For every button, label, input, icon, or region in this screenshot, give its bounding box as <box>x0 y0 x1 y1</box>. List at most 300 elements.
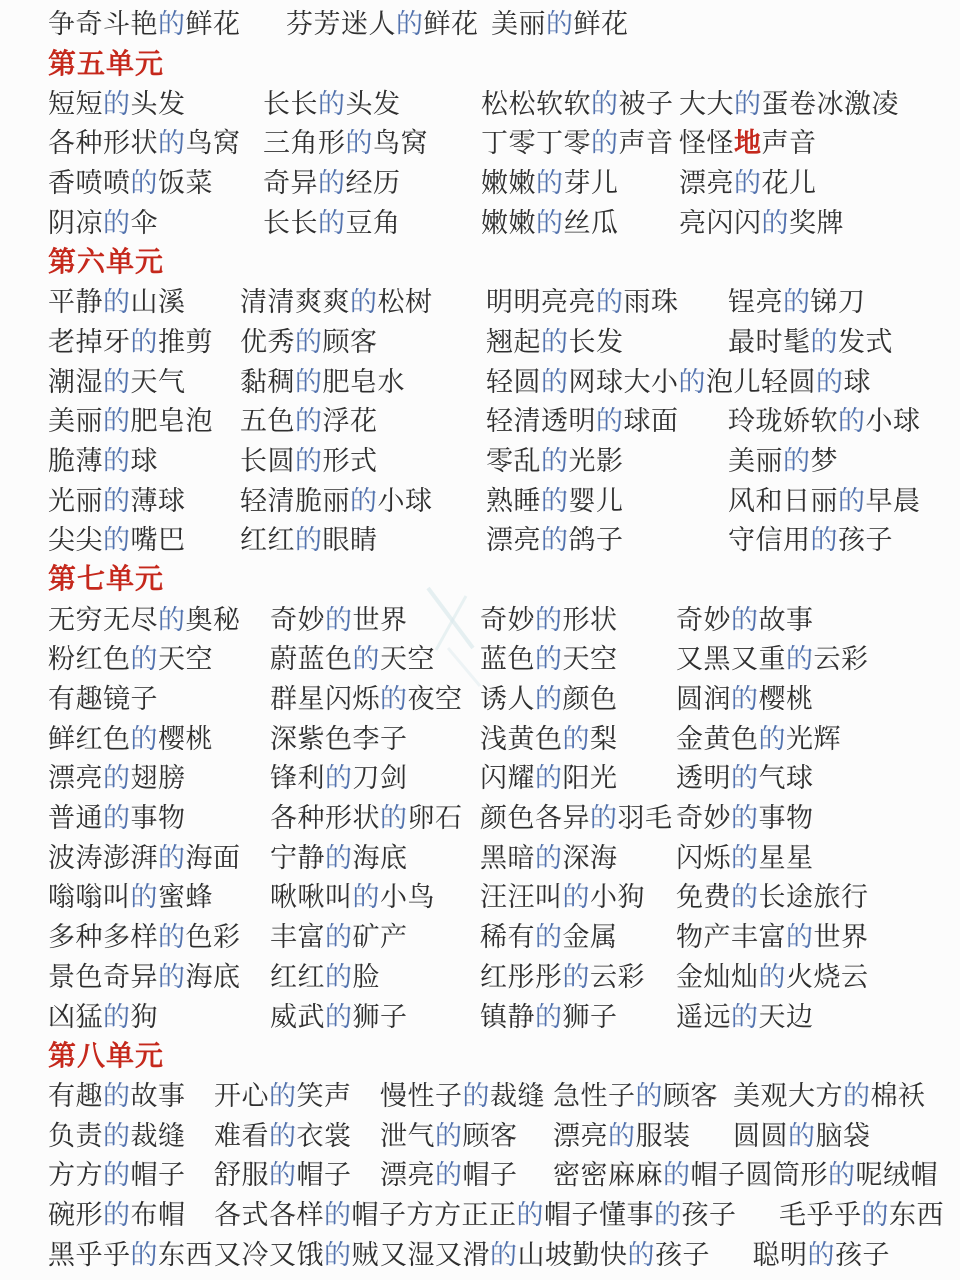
phrase-text: 婴儿 <box>568 485 624 517</box>
phrase-text: 长圆 <box>240 445 295 477</box>
phrase-row <box>48 955 944 995</box>
phrase-text: 鲜花 <box>423 9 479 41</box>
phrase <box>676 756 814 795</box>
phrase-text: 蓝色 <box>480 644 535 676</box>
particle-de: 的 <box>761 207 789 239</box>
particle-de: 的 <box>103 366 131 398</box>
phrase <box>48 1233 214 1272</box>
particle-de: 的 <box>590 803 618 835</box>
phrase-row <box>48 280 944 320</box>
phrase-text: 汪汪叫 <box>480 882 563 914</box>
phrase-text: 狗 <box>130 1001 158 1033</box>
phrase-text: 天气 <box>130 366 186 398</box>
phrase-text: 球面 <box>623 406 679 438</box>
phrase-text: 雨珠 <box>623 287 679 319</box>
phrase-text: 老掉牙 <box>48 326 131 358</box>
phrase-row <box>48 1074 944 1114</box>
phrase-text: 美丽 <box>728 445 783 477</box>
particle-de: 的 <box>843 1080 871 1112</box>
phrase-text: 急性子 <box>553 1080 636 1112</box>
phrase <box>380 1114 553 1153</box>
phrase <box>270 637 480 676</box>
phrase-text: 世界 <box>813 922 869 954</box>
phrase-row <box>48 1113 944 1153</box>
phrase <box>481 201 679 240</box>
phrase <box>48 756 270 795</box>
phrase-text: 亮闪闪 <box>679 207 762 239</box>
phrase-text: 顾客 <box>322 326 378 358</box>
particle-de: 的 <box>541 326 569 358</box>
particle-de: 的 <box>318 168 346 200</box>
particle-de: 的 <box>788 1120 816 1152</box>
phrase <box>48 717 270 756</box>
phrase <box>240 280 486 319</box>
phrase-text: 又湿又滑 <box>380 1239 490 1271</box>
particle-de: 的 <box>678 366 706 398</box>
phrase-text: 翅膀 <box>130 763 186 795</box>
phrase-text: 火烧云 <box>786 961 869 993</box>
phrase-row <box>48 320 944 360</box>
phrase <box>214 1193 407 1232</box>
phrase-text: 最时髦 <box>728 326 811 358</box>
particle-de: 的 <box>536 168 564 200</box>
phrase-text: 有趣镜子 <box>48 684 158 716</box>
phrase-text: 云彩 <box>590 961 645 993</box>
phrase-text: 天边 <box>758 1001 814 1033</box>
particle-de: 的 <box>731 1001 759 1033</box>
phrase-text: 闪烁 <box>676 842 731 874</box>
phrase <box>407 1193 600 1232</box>
phrase-text: 饭菜 <box>158 168 213 200</box>
particle-de: 的 <box>541 445 569 477</box>
phrase-text: 肥皂水 <box>322 366 405 398</box>
phrase-text: 奥秘 <box>185 604 241 636</box>
phrase-text: 被子 <box>618 88 674 120</box>
phrase-text: 小球 <box>377 485 433 517</box>
phrase-text: 各种形状 <box>48 128 158 160</box>
particle-de: 的 <box>786 644 814 676</box>
phrase-text: 梨 <box>590 723 618 755</box>
particle-de: 的 <box>731 604 759 636</box>
phrase-text: 毛乎乎 <box>779 1199 862 1231</box>
phrase <box>481 121 679 160</box>
phrase-text: 明明亮亮 <box>486 287 596 319</box>
phrase-text: 圆圆 <box>733 1120 788 1152</box>
phrase-row <box>48 756 944 796</box>
phrase <box>676 637 869 676</box>
phrase <box>553 1114 733 1153</box>
phrase-row <box>48 1232 944 1272</box>
phrase-text: 山坡 <box>517 1239 573 1271</box>
particle-de: 的 <box>325 763 353 795</box>
particle-de: 的 <box>295 366 323 398</box>
phrase-text: 免费 <box>676 882 731 914</box>
particle-de: 的 <box>546 9 574 41</box>
particle-de: 的 <box>269 1080 297 1112</box>
particle-de: 的 <box>731 842 759 874</box>
particle-de: 的 <box>325 842 353 874</box>
phrase-text: 阳光 <box>562 763 618 795</box>
phrase-text: 物产丰富 <box>676 922 786 954</box>
phrase <box>48 955 270 994</box>
phrase-text: 裁缝 <box>130 1120 186 1152</box>
phrase <box>286 2 491 41</box>
particle-de: 的 <box>816 366 844 398</box>
phrase <box>486 360 761 399</box>
phrase-text: 金黄色 <box>676 723 759 755</box>
particle-de: 的 <box>731 684 759 716</box>
phrase-text: 深海 <box>562 842 618 874</box>
phrase-row <box>48 915 944 955</box>
phrase <box>481 82 679 121</box>
phrase <box>380 1233 573 1272</box>
phrase-text: 梦 <box>810 445 838 477</box>
phrase <box>599 1193 779 1232</box>
phrase <box>480 875 676 914</box>
particle-de: 的 <box>591 128 619 160</box>
phrase-text: 鲜花 <box>185 9 241 41</box>
phrase <box>553 1153 746 1192</box>
phrase <box>486 479 728 518</box>
particle-de: 的 <box>731 763 759 795</box>
particle-de: 的 <box>130 1239 158 1271</box>
phrase-text: 慢性子 <box>380 1080 463 1112</box>
particle-de: 的 <box>130 168 158 200</box>
phrase-text: 鸟窝 <box>185 128 241 160</box>
particle-de: 的 <box>103 485 131 517</box>
particle-de: 的 <box>295 326 323 358</box>
phrase-text: 东西 <box>158 1239 213 1271</box>
phrase-row <box>48 1193 944 1233</box>
phrase-text: 圆筒形 <box>745 1160 828 1192</box>
particle-de: 的 <box>158 604 186 636</box>
phrase <box>676 796 814 835</box>
particle-de: 的 <box>562 723 590 755</box>
phrase <box>48 796 270 835</box>
phrase-row <box>48 875 944 915</box>
phrase-text: 色彩 <box>185 922 241 954</box>
particle-de: 的 <box>158 842 186 874</box>
particle-de: 的 <box>103 763 131 795</box>
phrase-row <box>48 161 944 201</box>
phrase-text: 漂亮 <box>486 525 541 557</box>
phrase <box>48 121 263 160</box>
phrase-text: 脸 <box>352 961 380 993</box>
phrase-text: 颜色各异 <box>480 803 590 835</box>
phrase-text: 金属 <box>562 922 618 954</box>
phrase-text: 普通 <box>48 803 103 835</box>
phrase <box>486 439 728 478</box>
phrase-text: 有趣 <box>48 1080 103 1112</box>
particle-de: 的 <box>861 1199 889 1231</box>
particle-de: 的 <box>731 882 759 914</box>
particle-de: 的 <box>269 1160 297 1192</box>
phrase-text: 光丽 <box>48 485 103 517</box>
phrase-text: 网球大小 <box>568 366 679 398</box>
particle-de: 的 <box>324 1239 352 1271</box>
phrase <box>481 161 679 200</box>
phrase <box>48 2 286 41</box>
phrase-text: 各式各样 <box>214 1199 324 1231</box>
phrase <box>491 2 629 41</box>
phrase-text: 密密麻麻 <box>553 1160 663 1192</box>
phrase-text: 帽子 <box>690 1160 746 1192</box>
phrase-text: 刀剑 <box>352 763 408 795</box>
phrase-text: 芽儿 <box>563 168 619 200</box>
phrase <box>48 598 270 637</box>
phrase-text: 形状 <box>562 604 618 636</box>
phrase <box>270 598 480 637</box>
phrase-text: 啾啾叫 <box>270 882 353 914</box>
phrase <box>240 399 486 438</box>
phrase-text: 孩子 <box>655 1239 710 1271</box>
particle-de: 的 <box>535 763 563 795</box>
phrase-text: 薄球 <box>130 485 186 517</box>
phrase <box>48 320 240 359</box>
phrase-text: 天空 <box>562 644 618 676</box>
particle-de: 的 <box>130 644 158 676</box>
phrase-text: 轻圆 <box>761 366 816 398</box>
phrase-text: 肥皂泡 <box>130 406 213 438</box>
phrase <box>679 121 817 160</box>
phrase <box>480 756 676 795</box>
phrase <box>214 1074 380 1113</box>
phrase-text: 景色奇异 <box>48 961 158 993</box>
phrase <box>676 677 814 716</box>
phrase <box>679 201 844 240</box>
particle-de: 的 <box>654 1199 682 1231</box>
phrase-text: 声音 <box>761 128 817 160</box>
phrase-text: 海底 <box>352 842 408 874</box>
phrase <box>779 1193 944 1232</box>
phrase-text: 奇妙 <box>676 604 731 636</box>
phrase-text: 卵石 <box>407 803 463 835</box>
phrase-text: 眼睛 <box>322 525 378 557</box>
phrase-text: 孩子 <box>835 1239 890 1271</box>
phrase <box>240 320 486 359</box>
phrase <box>263 161 481 200</box>
phrase-text: 伞 <box>130 207 158 239</box>
phrase-text: 翘起 <box>486 326 541 358</box>
particle-de: 的 <box>295 525 323 557</box>
phrase <box>214 1233 380 1272</box>
particle-di-red: 地 <box>734 128 762 160</box>
phrase-text: 凶猛 <box>48 1001 103 1033</box>
phrase <box>48 836 270 875</box>
phrase-text: 勤快 <box>572 1239 628 1271</box>
phrase-text: 尖尖 <box>48 525 103 557</box>
phrase-text: 漂亮 <box>553 1120 608 1152</box>
particle-de: 的 <box>103 406 131 438</box>
phrase-text: 球 <box>843 366 871 398</box>
phrase-text: 怪怪 <box>679 128 734 160</box>
phrase-text: 潮湿 <box>48 366 103 398</box>
phrase-text: 丰富 <box>270 922 325 954</box>
particle-de: 的 <box>130 326 158 358</box>
phrase <box>263 201 481 240</box>
phrase-text: 鸽子 <box>568 525 624 557</box>
phrase <box>679 161 817 200</box>
particle-de: 的 <box>541 485 569 517</box>
phrase-text: 三角形 <box>263 128 346 160</box>
phrase <box>270 756 480 795</box>
phrase-row <box>48 994 944 1034</box>
phrase <box>48 399 240 438</box>
particle-de: 的 <box>635 1080 663 1112</box>
phrase-row <box>48 200 944 240</box>
particle-de: 的 <box>103 1080 131 1112</box>
phrase-text: 零乱 <box>486 445 541 477</box>
phrase-text: 难看 <box>214 1120 269 1152</box>
phrase-text: 帽子 <box>462 1160 518 1192</box>
phrase-text: 鲜红色 <box>48 723 131 755</box>
phrase-text: 事物 <box>758 803 814 835</box>
particle-de: 的 <box>158 922 186 954</box>
phrase-text: 浅黄色 <box>480 723 563 755</box>
phrase-text: 争奇斗艳 <box>48 9 158 41</box>
phrase-row <box>48 399 944 439</box>
phrase-text: 又冷又饿 <box>214 1239 324 1271</box>
phrase <box>48 1193 214 1232</box>
particle-de: 的 <box>380 803 408 835</box>
phrase <box>733 1114 871 1153</box>
phrase-text: 嫩嫩 <box>481 168 536 200</box>
phrase <box>270 995 480 1034</box>
phrase-text: 无穷无尽 <box>48 604 158 636</box>
particle-de: 的 <box>541 525 569 557</box>
phrase <box>573 1233 753 1272</box>
phrase-text: 蔚蓝色 <box>270 644 353 676</box>
phrase <box>270 915 480 954</box>
phrase-text: 方方 <box>48 1160 103 1192</box>
particle-de: 的 <box>295 406 323 438</box>
phrase-row <box>48 796 944 836</box>
phrase <box>270 717 480 756</box>
phrase <box>270 836 480 875</box>
phrase-text: 长长 <box>263 88 318 120</box>
particle-de: 的 <box>103 1160 131 1192</box>
phrase-row <box>48 439 944 479</box>
phrase-text: 嫩嫩 <box>481 207 536 239</box>
phrase-text: 黏稠 <box>240 366 295 398</box>
unit-header-1: 第五单元 <box>48 46 165 80</box>
phrase-text: 发式 <box>838 326 893 358</box>
particle-de: 的 <box>345 128 373 160</box>
phrase-text: 羽毛 <box>617 803 673 835</box>
phrase-row <box>48 835 944 875</box>
phrase <box>728 280 866 319</box>
phrase <box>676 955 869 994</box>
phrase <box>48 1114 214 1153</box>
phrase-text: 棉袄 <box>870 1080 926 1112</box>
phrase-text: 遥远 <box>676 1001 731 1033</box>
particle-de: 的 <box>435 1120 463 1152</box>
phrase-text: 樱桃 <box>758 684 814 716</box>
phrase-text: 稀有 <box>480 922 535 954</box>
phrase-text: 小球 <box>865 406 921 438</box>
phrase-text: 光影 <box>568 445 624 477</box>
phrase-text: 蜜蜂 <box>158 882 213 914</box>
phrase-text: 声音 <box>618 128 674 160</box>
phrase <box>48 280 240 319</box>
phrase-text: 轻清脆丽 <box>240 485 350 517</box>
phrase-text: 花儿 <box>761 168 817 200</box>
phrase-text: 云彩 <box>813 644 869 676</box>
particle-de: 的 <box>295 445 323 477</box>
phrase-text: 小鸟 <box>380 882 435 914</box>
particle-de: 的 <box>435 1160 463 1192</box>
phrase-text: 红红 <box>270 961 325 993</box>
phrase-text: 诱人 <box>480 684 535 716</box>
phrase-text: 经历 <box>345 168 401 200</box>
phrase-text: 漂亮 <box>48 763 103 795</box>
phrase-text: 开心 <box>214 1080 269 1112</box>
phrase <box>263 82 481 121</box>
phrase <box>48 637 270 676</box>
particle-de: 的 <box>350 485 378 517</box>
phrase-text: 孩子 <box>681 1199 737 1231</box>
particle-de: 的 <box>269 1120 297 1152</box>
phrase-text: 群星闪烁 <box>270 684 380 716</box>
phrase-text: 五色 <box>240 406 295 438</box>
phrase-text: 山溪 <box>130 287 186 319</box>
phrase-text: 舒服 <box>214 1160 269 1192</box>
phrase-text: 嗡嗡叫 <box>48 882 131 914</box>
phrase-row <box>48 2 944 42</box>
phrase-text: 嘴巴 <box>130 525 186 557</box>
particle-de: 的 <box>535 1001 563 1033</box>
phrase-text: 香喷喷 <box>48 168 131 200</box>
phrase <box>270 796 480 835</box>
phrase-text: 奇妙 <box>480 604 535 636</box>
phrase <box>48 915 270 954</box>
unit-header-2: 第六单元 <box>48 244 165 278</box>
phrase <box>270 955 480 994</box>
phrase-text: 天空 <box>158 644 213 676</box>
phrase-row <box>48 597 944 637</box>
particle-de: 的 <box>535 604 563 636</box>
phrase-row <box>48 677 944 717</box>
phrase-text: 泄气 <box>380 1120 435 1152</box>
phrase <box>48 875 270 914</box>
phrase-text: 长发 <box>568 326 624 358</box>
phrase-text: 金灿灿 <box>676 961 759 993</box>
phrase-text: 轻清透明 <box>486 406 596 438</box>
phrase-text: 漂亮 <box>380 1160 435 1192</box>
phrase <box>480 717 676 756</box>
phrase-text: 闪耀 <box>480 763 535 795</box>
phrase-text: 故事 <box>758 604 814 636</box>
phrase-row <box>48 716 944 756</box>
phrase <box>733 1074 926 1113</box>
phrase-text: 熟睡 <box>486 485 541 517</box>
phrase-text: 矿产 <box>352 922 408 954</box>
phrase-text: 多种多样 <box>48 922 158 954</box>
phrase <box>48 677 270 716</box>
phrase-text: 守信用 <box>728 525 811 557</box>
phrase-text: 帽子 <box>351 1199 407 1231</box>
particle-de: 的 <box>352 882 380 914</box>
phrase <box>553 1074 733 1113</box>
phrase <box>240 439 486 478</box>
phrase <box>679 82 899 121</box>
phrase <box>676 995 814 1034</box>
phrase-text: 故事 <box>130 1080 186 1112</box>
particle-de: 的 <box>591 88 619 120</box>
particle-de: 的 <box>734 168 762 200</box>
phrase-text: 狮子 <box>562 1001 618 1033</box>
particle-de: 的 <box>536 207 564 239</box>
